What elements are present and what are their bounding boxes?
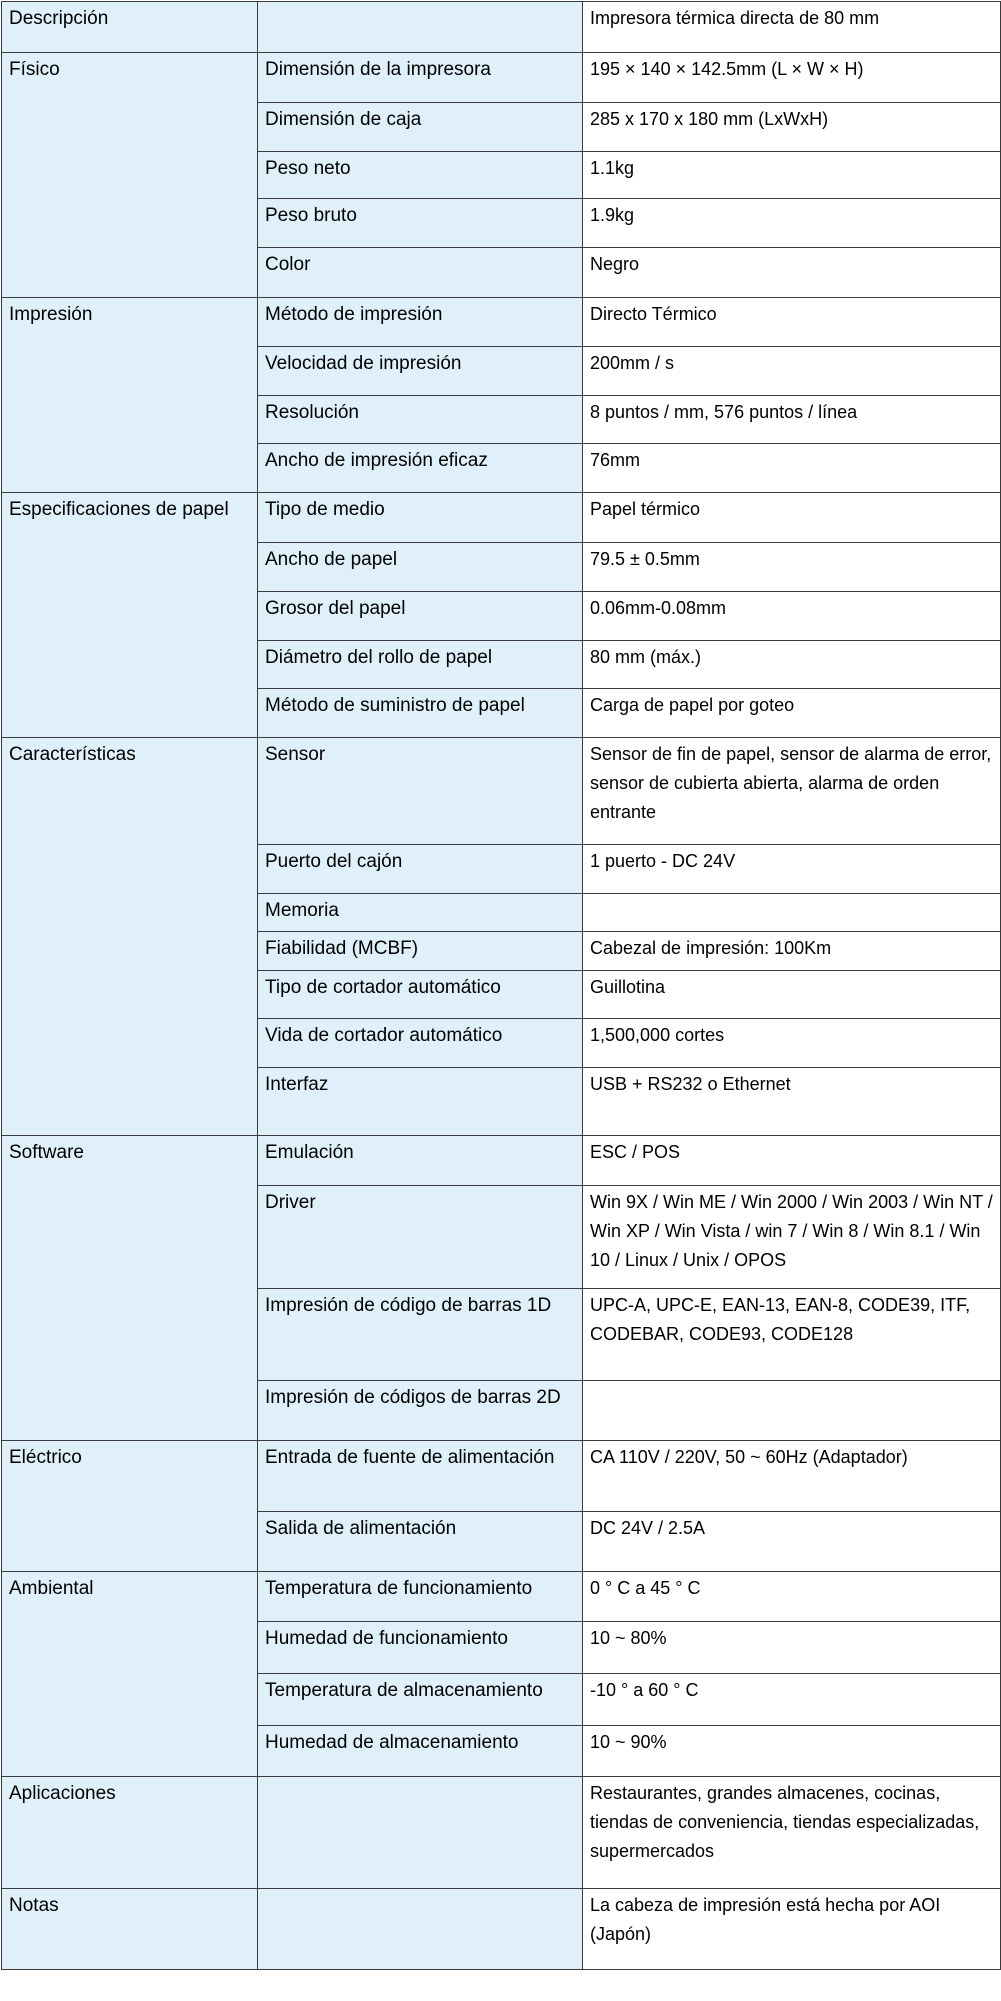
category-cell: Eléctrico <box>2 1441 258 1572</box>
value-cell: DC 24V / 2.5A <box>583 1512 1001 1572</box>
table-row <box>2 1888 1001 1969</box>
value-cell: 79.5 ± 0.5mm <box>583 543 1001 592</box>
table-row <box>2 492 1001 543</box>
value-cell: Guillotina <box>583 970 1001 1019</box>
category-cell: Físico <box>2 52 258 297</box>
value-cell: 200mm / s <box>583 347 1001 396</box>
table-row <box>2 2 1001 53</box>
category-cell: Notas <box>2 1888 258 1969</box>
value-cell: 0 ° C a 45 ° C <box>583 1571 1001 1622</box>
property-cell: Resolución <box>258 395 583 444</box>
property-cell: Interfaz <box>258 1067 583 1135</box>
value-cell: Papel térmico <box>583 492 1001 543</box>
property-cell: Tipo de medio <box>258 492 583 543</box>
property-cell: Temperatura de almacenamiento <box>258 1674 583 1726</box>
category-cell: Descripción <box>2 2 258 53</box>
category-cell: Aplicaciones <box>2 1777 258 1888</box>
value-cell: 10 ~ 90% <box>583 1725 1001 1777</box>
property-cell: Ancho de impresión eficaz <box>258 444 583 493</box>
table-row <box>2 52 1001 103</box>
property-cell: Memoria <box>258 893 583 931</box>
property-cell: Método de suministro de papel <box>258 689 583 738</box>
value-cell: CA 110V / 220V, 50 ~ 60Hz (Adaptador) <box>583 1441 1001 1512</box>
value-cell: 8 puntos / mm, 576 puntos / línea <box>583 395 1001 444</box>
property-cell: Salida de alimentación <box>258 1512 583 1572</box>
value-cell: 1.9kg <box>583 199 1001 248</box>
property-cell: Humedad de almacenamiento <box>258 1725 583 1777</box>
property-cell: Dimensión de caja <box>258 103 583 152</box>
property-cell: Vida de cortador automático <box>258 1019 583 1068</box>
property-cell: Método de impresión <box>258 297 583 347</box>
property-cell: Peso bruto <box>258 199 583 248</box>
table-row <box>2 1777 1001 1888</box>
property-cell: Sensor <box>258 737 583 844</box>
property-cell: Tipo de cortador automático <box>258 970 583 1019</box>
property-cell: Color <box>258 247 583 297</box>
property-cell: Grosor del papel <box>258 592 583 641</box>
value-cell: 1.1kg <box>583 151 1001 199</box>
property-cell: Diámetro del rollo de papel <box>258 640 583 689</box>
category-cell: Software <box>2 1135 258 1441</box>
category-cell: Especificaciones de papel <box>2 492 258 737</box>
table-row <box>2 1135 1001 1186</box>
table-row <box>2 1441 1001 1512</box>
value-cell: 0.06mm-0.08mm <box>583 592 1001 641</box>
value-cell: -10 ° a 60 ° C <box>583 1674 1001 1726</box>
value-cell: USB + RS232 o Ethernet <box>583 1067 1001 1135</box>
value-cell: Cabezal de impresión: 100Km <box>583 932 1001 970</box>
property-cell: Dimensión de la impresora <box>258 52 583 103</box>
value-cell: Carga de papel por goteo <box>583 689 1001 738</box>
value-cell: Directo Térmico <box>583 297 1001 347</box>
value-cell: Win 9X / Win ME / Win 2000 / Win 2003 / Win NT / Win XP / Win Vista / win 7 / Win 8 / Win 8.1 / Win 10 / Linux / Unix / OPOS <box>583 1186 1001 1289</box>
table-row <box>2 1571 1001 1622</box>
property-cell: Entrada de fuente de alimentación <box>258 1441 583 1512</box>
value-cell: Negro <box>583 247 1001 297</box>
category-cell: Ambiental <box>2 1571 258 1776</box>
table-row <box>2 297 1001 347</box>
property-cell <box>258 2 583 53</box>
value-cell: UPC-A, UPC-E, EAN-13, EAN-8, CODE39, ITF, CODEBAR, CODE93, CODE128 <box>583 1289 1001 1380</box>
property-cell <box>258 1777 583 1888</box>
value-cell: Restaurantes, grandes almacenes, cocinas, tiendas de conveniencia, tiendas especializadas, supermercados <box>583 1777 1001 1888</box>
property-cell: Temperatura de funcionamiento <box>258 1571 583 1622</box>
property-cell: Emulación <box>258 1135 583 1186</box>
category-cell: Impresión <box>2 297 258 492</box>
value-cell: 80 mm (máx.) <box>583 640 1001 689</box>
property-cell: Impresión de código de barras 1D <box>258 1289 583 1380</box>
value-cell <box>583 1380 1001 1441</box>
value-cell: Sensor de fin de papel, sensor de alarma de error, sensor de cubierta abierta, alarma de orden entrante <box>583 737 1001 844</box>
value-cell: ESC / POS <box>583 1135 1001 1186</box>
property-cell: Driver <box>258 1186 583 1289</box>
property-cell: Velocidad de impresión <box>258 347 583 396</box>
value-cell: 76mm <box>583 444 1001 493</box>
property-cell <box>258 1888 583 1969</box>
spec-table <box>1 1 1001 1970</box>
property-cell: Fiabilidad (MCBF) <box>258 932 583 970</box>
property-cell: Peso neto <box>258 151 583 199</box>
value-cell: La cabeza de impresión está hecha por AOI (Japón) <box>583 1888 1001 1969</box>
property-cell: Puerto del cajón <box>258 845 583 894</box>
value-cell: Impresora térmica directa de 80 mm <box>583 2 1001 53</box>
value-cell: 10 ~ 80% <box>583 1622 1001 1674</box>
spec-table-body <box>2 2 1001 1970</box>
value-cell: 195 × 140 × 142.5mm (L × W × H) <box>583 52 1001 103</box>
property-cell: Impresión de códigos de barras 2D <box>258 1380 583 1441</box>
value-cell: 1 puerto - DC 24V <box>583 845 1001 894</box>
value-cell: 285 x 170 x 180 mm (LxWxH) <box>583 103 1001 152</box>
property-cell: Humedad de funcionamiento <box>258 1622 583 1674</box>
value-cell: 1,500,000 cortes <box>583 1019 1001 1068</box>
table-row <box>2 737 1001 844</box>
property-cell: Ancho de papel <box>258 543 583 592</box>
category-cell: Características <box>2 737 258 1135</box>
value-cell <box>583 893 1001 931</box>
